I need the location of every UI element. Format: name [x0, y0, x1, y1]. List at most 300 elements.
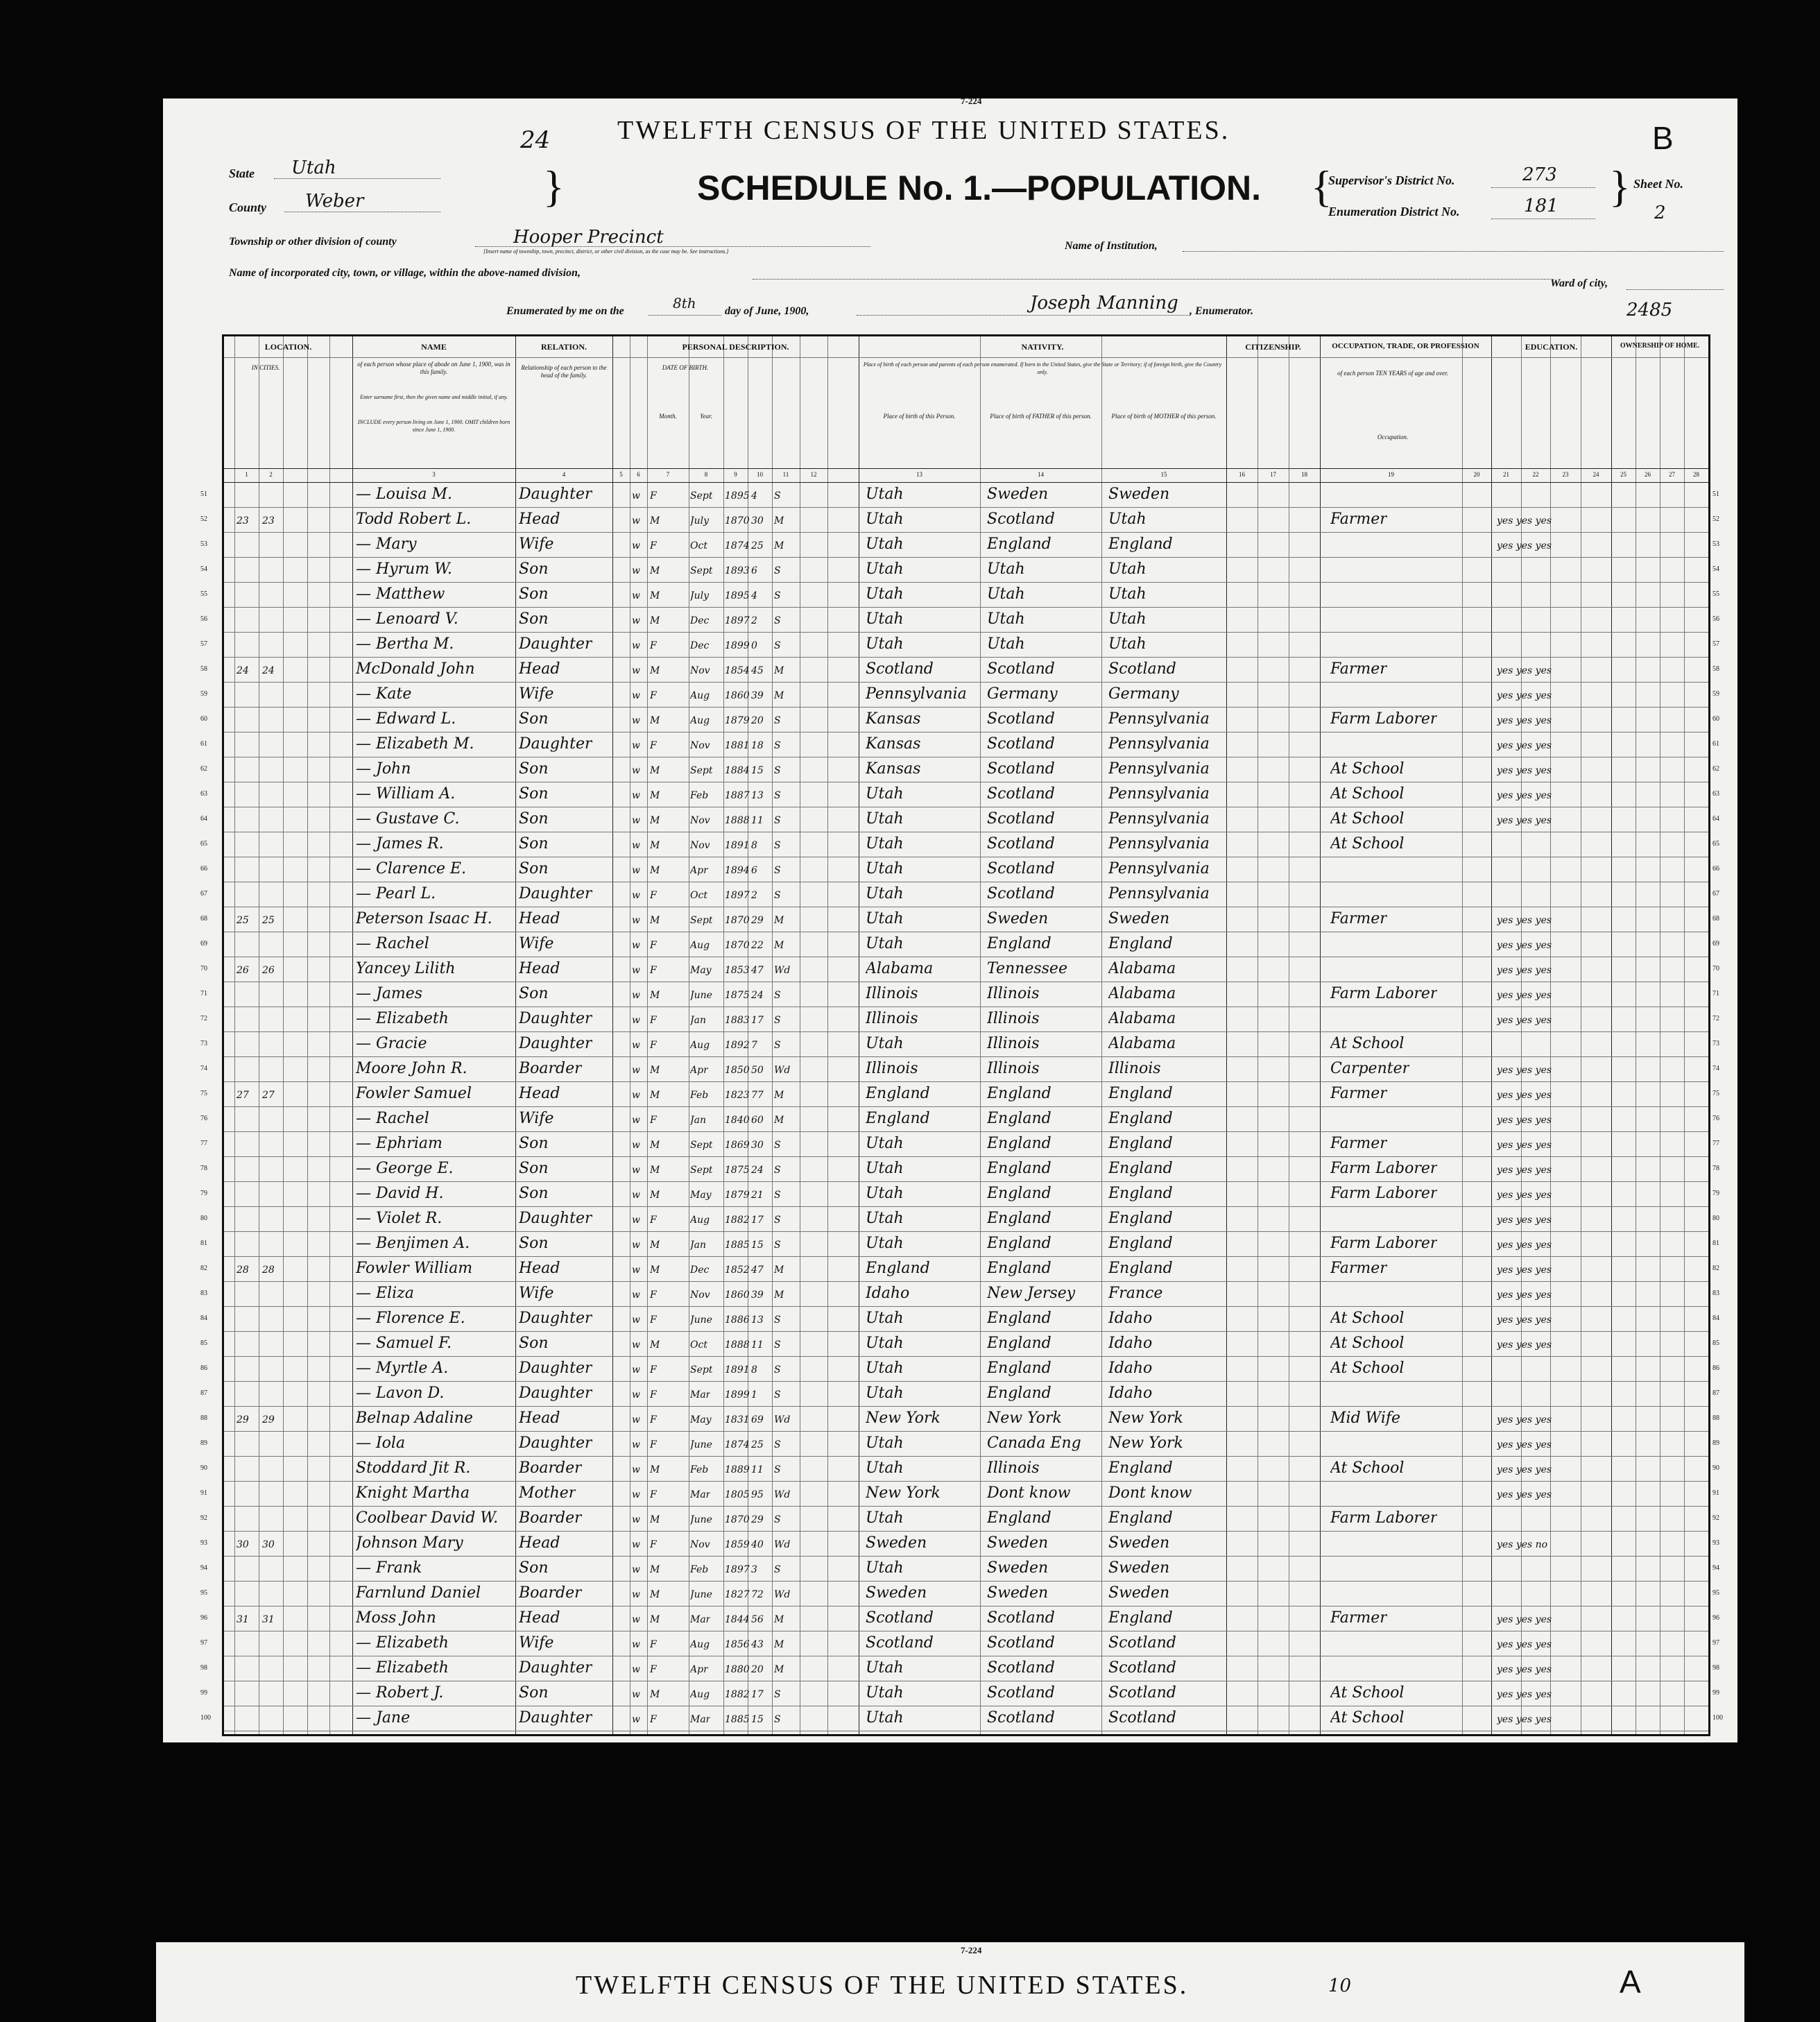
line-number-right: 56: [1712, 615, 1719, 623]
institution-label: Name of Institution,: [1065, 240, 1158, 252]
birthplace-person: Kansas: [866, 735, 921, 753]
birthplace-father: Scotland: [987, 1609, 1055, 1627]
line-number: 76: [200, 1115, 207, 1122]
occupation: Farm Laborer: [1330, 1160, 1438, 1177]
line-number: 63: [200, 790, 207, 798]
sex: F: [650, 1414, 657, 1425]
line-number-right: 90: [1712, 1464, 1719, 1472]
person-name: — Rachel: [356, 935, 429, 952]
education-marks: yes yes yes: [1497, 790, 1552, 801]
sex: F: [650, 940, 657, 951]
color-race: w: [632, 940, 640, 951]
color-race: w: [632, 1115, 640, 1126]
birthplace-person: Utah: [866, 1135, 904, 1152]
location-heading: LOCATION.: [264, 342, 312, 352]
left-brace: }: [543, 162, 565, 211]
line-number-right: 55: [1712, 590, 1719, 598]
marital-status: M: [774, 1265, 784, 1276]
birth-year: 1840: [725, 1115, 750, 1126]
birthplace-mother: Illinois: [1108, 1060, 1161, 1077]
age: 8: [751, 840, 757, 851]
column-number: 5: [619, 471, 623, 478]
occupation: Farm Laborer: [1330, 1509, 1438, 1527]
line-number-right: 76: [1712, 1115, 1719, 1122]
relation: Son: [519, 560, 549, 578]
education-marks: yes yes yes: [1497, 1664, 1552, 1675]
birthplace-mother: Sweden: [1108, 1559, 1170, 1577]
birth-year: 1887: [725, 790, 750, 801]
birth-month: June: [690, 1514, 712, 1525]
birthplace-mother: Sweden: [1108, 1584, 1170, 1602]
line-number-right: 60: [1712, 715, 1719, 723]
sex: M: [650, 1140, 660, 1151]
age: 22: [751, 940, 764, 951]
column-number: 4: [562, 471, 566, 478]
line-number: 88: [200, 1414, 207, 1422]
line-number: 80: [200, 1215, 207, 1222]
next-sheet-letter: A: [1620, 1964, 1641, 2000]
person-name: — George E.: [356, 1160, 454, 1177]
birth-year: 1895: [725, 490, 750, 502]
birthplace-mother: Germany: [1108, 685, 1179, 703]
census-sheet: [163, 98, 1737, 1742]
birth-year: 1823: [725, 1090, 750, 1101]
dwelling-number: 26: [237, 965, 249, 976]
birthplace-father: Sweden: [987, 910, 1049, 927]
birthplace-mother: Alabama: [1108, 960, 1176, 977]
education-heading: EDUCATION.: [1525, 342, 1578, 352]
marital-status: M: [774, 1614, 784, 1625]
sex: F: [650, 1489, 657, 1500]
marital-status: S: [774, 1190, 781, 1201]
birthplace-mother: Pennsylvania: [1108, 885, 1210, 902]
birthplace-mother: Idaho: [1108, 1310, 1153, 1327]
marital-status: M: [774, 690, 784, 701]
line-number: 59: [200, 690, 207, 698]
occupation: At School: [1330, 1035, 1405, 1052]
sex: F: [650, 1664, 657, 1675]
birthplace-father: England: [987, 1260, 1051, 1277]
age: 6: [751, 565, 757, 576]
township-label: Township or other division of county: [229, 236, 397, 248]
color-race: w: [632, 1364, 640, 1376]
education-marks: yes yes yes: [1497, 1090, 1552, 1101]
sex: M: [650, 1065, 660, 1076]
column-number: 19: [1388, 471, 1394, 478]
line-number-right: 74: [1712, 1065, 1719, 1072]
relation: Boarder: [519, 1509, 582, 1527]
birthplace-person: England: [866, 1110, 930, 1127]
birthplace-person: Idaho: [866, 1285, 910, 1302]
color-race: w: [632, 1714, 640, 1725]
birth-month: Jan: [690, 1015, 706, 1026]
sex: M: [650, 615, 660, 626]
sex: F: [650, 1015, 657, 1026]
color-race: w: [632, 515, 640, 526]
education-marks: yes yes yes: [1497, 1464, 1552, 1475]
birthplace-person: Utah: [866, 511, 904, 528]
relation: Head: [519, 1260, 560, 1277]
age: 13: [751, 790, 764, 801]
birthplace-father: Utah: [987, 560, 1025, 578]
marital-status: S: [774, 1040, 781, 1051]
birthplace-person: Utah: [866, 1335, 904, 1352]
birth-year: 1831: [725, 1414, 750, 1425]
color-race: w: [632, 840, 640, 851]
birthplace-person: Utah: [866, 785, 904, 803]
person-name: — Eliza: [356, 1285, 414, 1302]
marital-status: M: [774, 540, 784, 551]
birthplace-father: Scotland: [987, 860, 1055, 877]
sex: F: [650, 690, 657, 701]
relation: Daughter: [519, 1434, 592, 1452]
relation-heading: RELATION.: [540, 342, 587, 352]
sex: F: [650, 640, 657, 651]
citizenship-heading: CITIZENSHIP.: [1245, 342, 1301, 352]
person-name: Stoddard Jit R.: [356, 1459, 471, 1477]
birth-month: Sept: [690, 1364, 713, 1376]
color-race: w: [632, 1215, 640, 1226]
birthplace-father: Illinois: [987, 1010, 1040, 1027]
line-number-right: 61: [1712, 740, 1719, 748]
next-census-title: TWELFTH CENSUS OF THE UNITED STATES.: [576, 1971, 1189, 2000]
education-marks: yes yes yes: [1497, 1439, 1552, 1450]
line-number: 84: [200, 1314, 207, 1322]
birth-year: 1874: [725, 1439, 750, 1450]
line-number: 67: [200, 890, 207, 898]
birthplace-person: Utah: [866, 810, 904, 828]
sex: M: [650, 915, 660, 926]
birth-month: June: [690, 1589, 712, 1600]
marital-status: S: [774, 815, 781, 826]
birthplace-person: Scotland: [866, 1634, 934, 1652]
relation: Daughter: [519, 735, 592, 753]
relation: Head: [519, 1534, 560, 1552]
birth-month: Sept: [690, 490, 713, 502]
birthplace-mother: New York: [1108, 1410, 1183, 1427]
relation: Boarder: [519, 1584, 582, 1602]
line-number: 91: [200, 1489, 207, 1497]
enumeration-day: 8th: [673, 295, 696, 311]
enumeration-label: Enumeration District No.: [1328, 205, 1460, 219]
relation: Head: [519, 1609, 560, 1627]
column-number: 13: [916, 471, 922, 478]
line-number: 82: [200, 1265, 207, 1272]
birth-year: 1891: [725, 1364, 750, 1376]
person-name: — Lenoard V.: [356, 610, 458, 628]
column-number: 16: [1239, 471, 1245, 478]
education-marks: yes yes yes: [1497, 990, 1552, 1001]
birthplace-mother: Sweden: [1108, 486, 1170, 503]
line-number-right: 83: [1712, 1290, 1719, 1297]
education-marks: yes yes yes: [1497, 1165, 1552, 1176]
birthplace-mother: Utah: [1108, 560, 1147, 578]
line-number: 64: [200, 815, 207, 823]
birthplace-person: Utah: [866, 860, 904, 877]
education-marks: yes yes yes: [1497, 1314, 1552, 1326]
birth-year: 1894: [725, 865, 750, 876]
line-number-right: 63: [1712, 790, 1719, 798]
person-name: Yancey Lilith: [356, 960, 456, 977]
birth-year: 1895: [725, 590, 750, 601]
birthplace-person: New York: [866, 1484, 941, 1502]
relation: Son: [519, 835, 549, 853]
birthplace-person: Utah: [866, 1310, 904, 1327]
relation: Boarder: [519, 1459, 582, 1477]
line-number-right: 84: [1712, 1314, 1719, 1322]
age: 40: [751, 1539, 764, 1550]
marital-status: M: [774, 1664, 784, 1675]
sex: F: [650, 1539, 657, 1550]
person-name: — Myrtle A.: [356, 1360, 449, 1377]
line-number-right: 79: [1712, 1190, 1719, 1197]
family-number: 31: [262, 1614, 275, 1625]
person-name: Moore John R.: [356, 1060, 467, 1077]
sex: M: [650, 1589, 660, 1600]
person-name: — Hyrum W.: [356, 560, 452, 578]
relation: Son: [519, 710, 549, 728]
sex: M: [650, 1464, 660, 1475]
sex: M: [650, 790, 660, 801]
line-number: 79: [200, 1190, 207, 1197]
relation: Son: [519, 610, 549, 628]
birth-year: 1875: [725, 1165, 750, 1176]
column-number: 15: [1160, 471, 1167, 478]
line-number: 89: [200, 1439, 207, 1447]
column-number: 8: [704, 471, 708, 478]
relation: Daughter: [519, 486, 592, 503]
person-name: — Rachel: [356, 1110, 429, 1127]
relation: Wife: [519, 1285, 554, 1302]
line-number: 86: [200, 1364, 207, 1372]
column-number: 14: [1038, 471, 1044, 478]
occupation-label: Occupation.: [1377, 434, 1409, 440]
birth-month: May: [690, 965, 712, 976]
birthplace-mother: Pennsylvania: [1108, 735, 1210, 753]
person-name: — Florence E.: [356, 1310, 465, 1327]
relation: Son: [519, 1185, 549, 1202]
marital-status: S: [774, 640, 781, 651]
birthplace-father: Scotland: [987, 660, 1055, 678]
birthplace-father: Scotland: [987, 785, 1055, 803]
family-number: 28: [262, 1265, 275, 1276]
marital-status: Wd: [774, 1539, 791, 1550]
line-number-right: 99: [1712, 1689, 1719, 1697]
birth-year: 1827: [725, 1589, 750, 1600]
birthplace-person: Illinois: [866, 1060, 918, 1077]
color-race: w: [632, 1140, 640, 1151]
birthplace-father: Scotland: [987, 511, 1055, 528]
birth-year: 1870: [725, 915, 750, 926]
occupation: Farm Laborer: [1330, 1235, 1438, 1252]
occupation-description: of each person TEN YEARS of age and over.: [1337, 370, 1448, 377]
birth-month: Aug: [690, 1639, 710, 1650]
age: 72: [751, 1589, 764, 1600]
education-marks: yes yes yes: [1497, 1614, 1552, 1625]
birthplace-person: Utah: [866, 1385, 904, 1402]
color-race: w: [632, 1439, 640, 1450]
birthplace-mother: England: [1108, 1459, 1173, 1477]
column-number: 9: [734, 471, 737, 478]
occupation: Farmer: [1330, 910, 1387, 927]
sex: M: [650, 1339, 660, 1351]
color-race: w: [632, 815, 640, 826]
line-number: 60: [200, 715, 207, 723]
birth-month: Nov: [690, 1539, 710, 1550]
line-number-right: 71: [1712, 990, 1719, 997]
marital-status: M: [774, 940, 784, 951]
person-name: — James: [356, 985, 423, 1002]
occupation: At School: [1330, 810, 1405, 828]
line-number: 100: [200, 1714, 211, 1722]
birthplace-person: Utah: [866, 1659, 904, 1677]
column-number: 24: [1592, 471, 1599, 478]
birthplace-mother: England: [1108, 935, 1173, 952]
marital-status: M: [774, 1290, 784, 1301]
sheet-label: Sheet No.: [1633, 177, 1683, 191]
occupation: Farm Laborer: [1330, 985, 1438, 1002]
person-name: — Violet R.: [356, 1210, 443, 1227]
birthplace-father: Sweden: [987, 1559, 1049, 1577]
dwelling-number: 28: [237, 1265, 249, 1276]
color-race: w: [632, 1614, 640, 1625]
sex: F: [650, 1364, 657, 1376]
birth-month: Mar: [690, 1489, 711, 1500]
birth-month: Mar: [690, 1714, 711, 1725]
education-marks: yes yes yes: [1497, 740, 1552, 751]
color-race: w: [632, 1314, 640, 1326]
color-race: w: [632, 615, 640, 626]
birth-month: Sept: [690, 1165, 713, 1176]
birthplace-mother: Utah: [1108, 585, 1147, 603]
age: 8: [751, 1364, 757, 1376]
birthplace-father: Illinois: [987, 1035, 1040, 1052]
relation: Daughter: [519, 885, 592, 902]
age: 1: [751, 1389, 757, 1400]
line-number-right: 68: [1712, 915, 1719, 923]
marital-status: S: [774, 1015, 781, 1026]
person-name: — Louisa M.: [356, 486, 452, 503]
relation: Wife: [519, 935, 554, 952]
line-number: 87: [200, 1389, 207, 1397]
sex: M: [650, 815, 660, 826]
line-number: 68: [200, 915, 207, 923]
birthplace-person: Utah: [866, 1160, 904, 1177]
birthplace-person: Utah: [866, 1360, 904, 1377]
birthplace-mother: Utah: [1108, 610, 1147, 628]
birth-year: 1860: [725, 690, 750, 701]
birthplace-person: Utah: [866, 1684, 904, 1702]
person-name: — Iola: [356, 1434, 406, 1452]
age: 24: [751, 1165, 764, 1176]
sex: M: [650, 765, 660, 776]
sex: M: [650, 515, 660, 526]
column-number: 18: [1301, 471, 1307, 478]
birth-month: June: [690, 1439, 712, 1450]
education-marks: yes yes yes: [1497, 1065, 1552, 1076]
person-name: Belnap Adaline: [356, 1410, 473, 1427]
birthplace-person: Utah: [866, 486, 904, 503]
person-name: — Elizabeth: [356, 1010, 449, 1027]
line-number: 73: [200, 1040, 207, 1047]
birth-month: June: [690, 990, 712, 1001]
birthplace-mother: Scotland: [1108, 660, 1176, 678]
relation: Daughter: [519, 1310, 592, 1327]
birth-month: July: [690, 590, 710, 601]
birth-year: 1854: [725, 665, 750, 676]
column-number: 23: [1562, 471, 1569, 478]
education-marks: yes yes no: [1497, 1539, 1548, 1550]
birthplace-person: Utah: [866, 536, 904, 553]
education-marks: yes yes yes: [1497, 1140, 1552, 1151]
age: 17: [751, 1015, 764, 1026]
birthplace-mother: Utah: [1108, 511, 1147, 528]
sex: F: [650, 1115, 657, 1126]
family-number: 29: [262, 1414, 275, 1425]
line-number-right: 53: [1712, 540, 1719, 548]
line-number: 69: [200, 940, 207, 948]
education-marks: yes yes yes: [1497, 1265, 1552, 1276]
birthplace-person: England: [866, 1260, 930, 1277]
birth-month: Jan: [690, 1240, 706, 1251]
dwelling-number: 25: [237, 915, 249, 926]
birthplace-father: Scotland: [987, 885, 1055, 902]
family-number: 27: [262, 1090, 275, 1101]
color-race: w: [632, 565, 640, 576]
sex: F: [650, 1290, 657, 1301]
birthplace-mother: England: [1108, 536, 1173, 553]
line-number: 51: [200, 490, 207, 498]
marital-status: Wd: [774, 1589, 791, 1600]
birthplace-mother: Sweden: [1108, 910, 1170, 927]
schedule-title: SCHEDULE No. 1.—POPULATION.: [697, 169, 1262, 207]
birth-year: 1897: [725, 1564, 750, 1575]
sex: F: [650, 490, 657, 502]
person-name: — Gustave C.: [356, 810, 460, 828]
birthplace-person: Kansas: [866, 760, 921, 778]
color-race: w: [632, 1339, 640, 1351]
day-label: day of June, 1900,: [725, 305, 809, 317]
color-race: w: [632, 1015, 640, 1026]
line-number: 55: [200, 590, 207, 598]
birth-month: Oct: [690, 1339, 707, 1351]
birthplace-father: Scotland: [987, 1634, 1055, 1652]
occupation: At School: [1330, 1709, 1405, 1727]
sex: M: [650, 1265, 660, 1276]
person-name: — James R.: [356, 835, 444, 853]
birth-year: 1891: [725, 840, 750, 851]
age: 39: [751, 690, 764, 701]
sex: F: [650, 1389, 657, 1400]
birthplace-mother: England: [1108, 1110, 1173, 1127]
occupation: At School: [1330, 1459, 1405, 1477]
age: 3: [751, 1564, 757, 1575]
in-cities-label: IN CITIES.: [251, 364, 280, 371]
birthplace-person: Utah: [866, 1434, 904, 1452]
age: 17: [751, 1215, 764, 1226]
color-race: w: [632, 765, 640, 776]
color-race: w: [632, 890, 640, 901]
sheet-number: 2: [1654, 203, 1666, 223]
person-name: McDonald John: [356, 660, 475, 678]
birth-year: 1879: [725, 1190, 750, 1201]
birthplace-mother: Scotland: [1108, 1709, 1176, 1727]
column-number: 10: [757, 471, 763, 478]
birthplace-father: Sweden: [987, 1584, 1049, 1602]
age: 43: [751, 1639, 764, 1650]
line-number-right: 66: [1712, 865, 1719, 873]
column-number: 20: [1473, 471, 1480, 478]
